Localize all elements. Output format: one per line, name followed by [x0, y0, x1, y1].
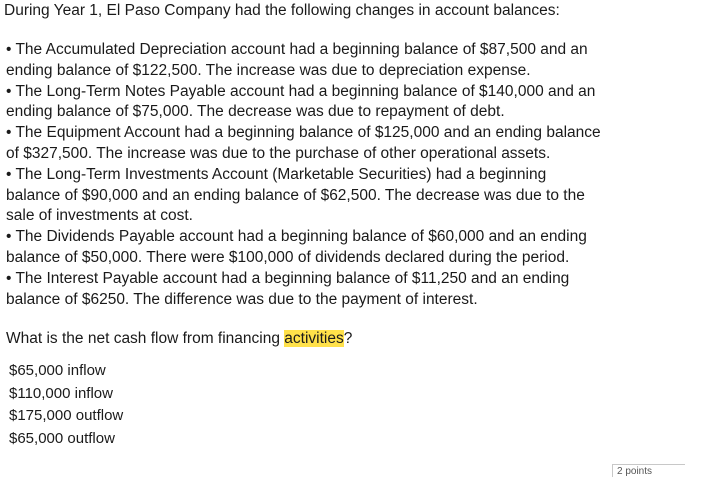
bullet-line: • The Long-Term Investments Account (Marketable Securities) had a beginning [6, 165, 547, 183]
bullet-item [6, 82, 696, 124]
bullet-line: of $327,500. The increase was due to the purchase of other operational assets. [6, 144, 551, 162]
bullet-line: balance of $50,000. There were $100,000 of dividends declared during the period. [6, 248, 570, 266]
problem-intro: During Year 1, El Paso Company had the following changes in account balances: [4, 2, 560, 19]
bullet-dot-icon: • [6, 228, 12, 246]
bullet-line: ending balance of $122,500. The increase was due to depreciation expense. [6, 61, 531, 79]
bullet-item [6, 227, 696, 269]
answer-options [9, 360, 123, 451]
bullet-line: • The Accumulated Depreciation account had a beginning balance of $87,500 and an [6, 41, 588, 58]
bullet-line: • The Interest Payable account had a beginning balance of $11,250 and an ending [6, 269, 570, 287]
bullet-dot-icon: • [6, 41, 12, 58]
bullet-dot-icon: • [6, 165, 12, 183]
question-text [6, 329, 352, 349]
bullet-item [6, 269, 696, 311]
question-before: What is the net cash flow from financing [6, 330, 285, 347]
bullet-line: ending balance of $75,000. The decrease was due to repayment of debt. [6, 103, 505, 121]
bullet-line: balance of $90,000 and an ending balance of $62,500. The decrease was due to the [6, 186, 585, 204]
bullet-dot-icon: • [6, 269, 12, 287]
answer-option-2[interactable]: $110,000 inflow [9, 384, 113, 402]
answer-option-1[interactable]: $65,000 inflow [9, 362, 106, 379]
answer-option-3[interactable]: $175,000 outflow [9, 407, 124, 425]
bullet-line: sale of investments at cost. [6, 207, 193, 225]
bullet-line: balance of $6250. The difference was due to the payment of interest. [6, 290, 478, 308]
bullet-line: • The Dividends Payable account had a beginning balance of $60,000 and an ending [6, 228, 587, 246]
bullet-line: • The Equipment Account had a beginning balance of $125,000 and an ending balance [6, 124, 601, 142]
bullet-line: • The Long-Term Notes Payable account had a beginning balance of $140,000 and an [6, 82, 596, 100]
bullet-dot-icon: • [6, 82, 12, 100]
bullet-dot-icon: • [6, 124, 12, 142]
bullet-item [6, 165, 696, 227]
account-changes-list [6, 40, 696, 310]
question-after: ? [343, 330, 353, 347]
bullet-item [6, 123, 696, 165]
answer-option-4[interactable]: $65,000 outflow [9, 430, 115, 448]
points-label: 2 points [617, 466, 653, 477]
bullet-item [6, 40, 696, 82]
points-box [612, 464, 685, 477]
highlighted-word: activities [284, 330, 344, 347]
